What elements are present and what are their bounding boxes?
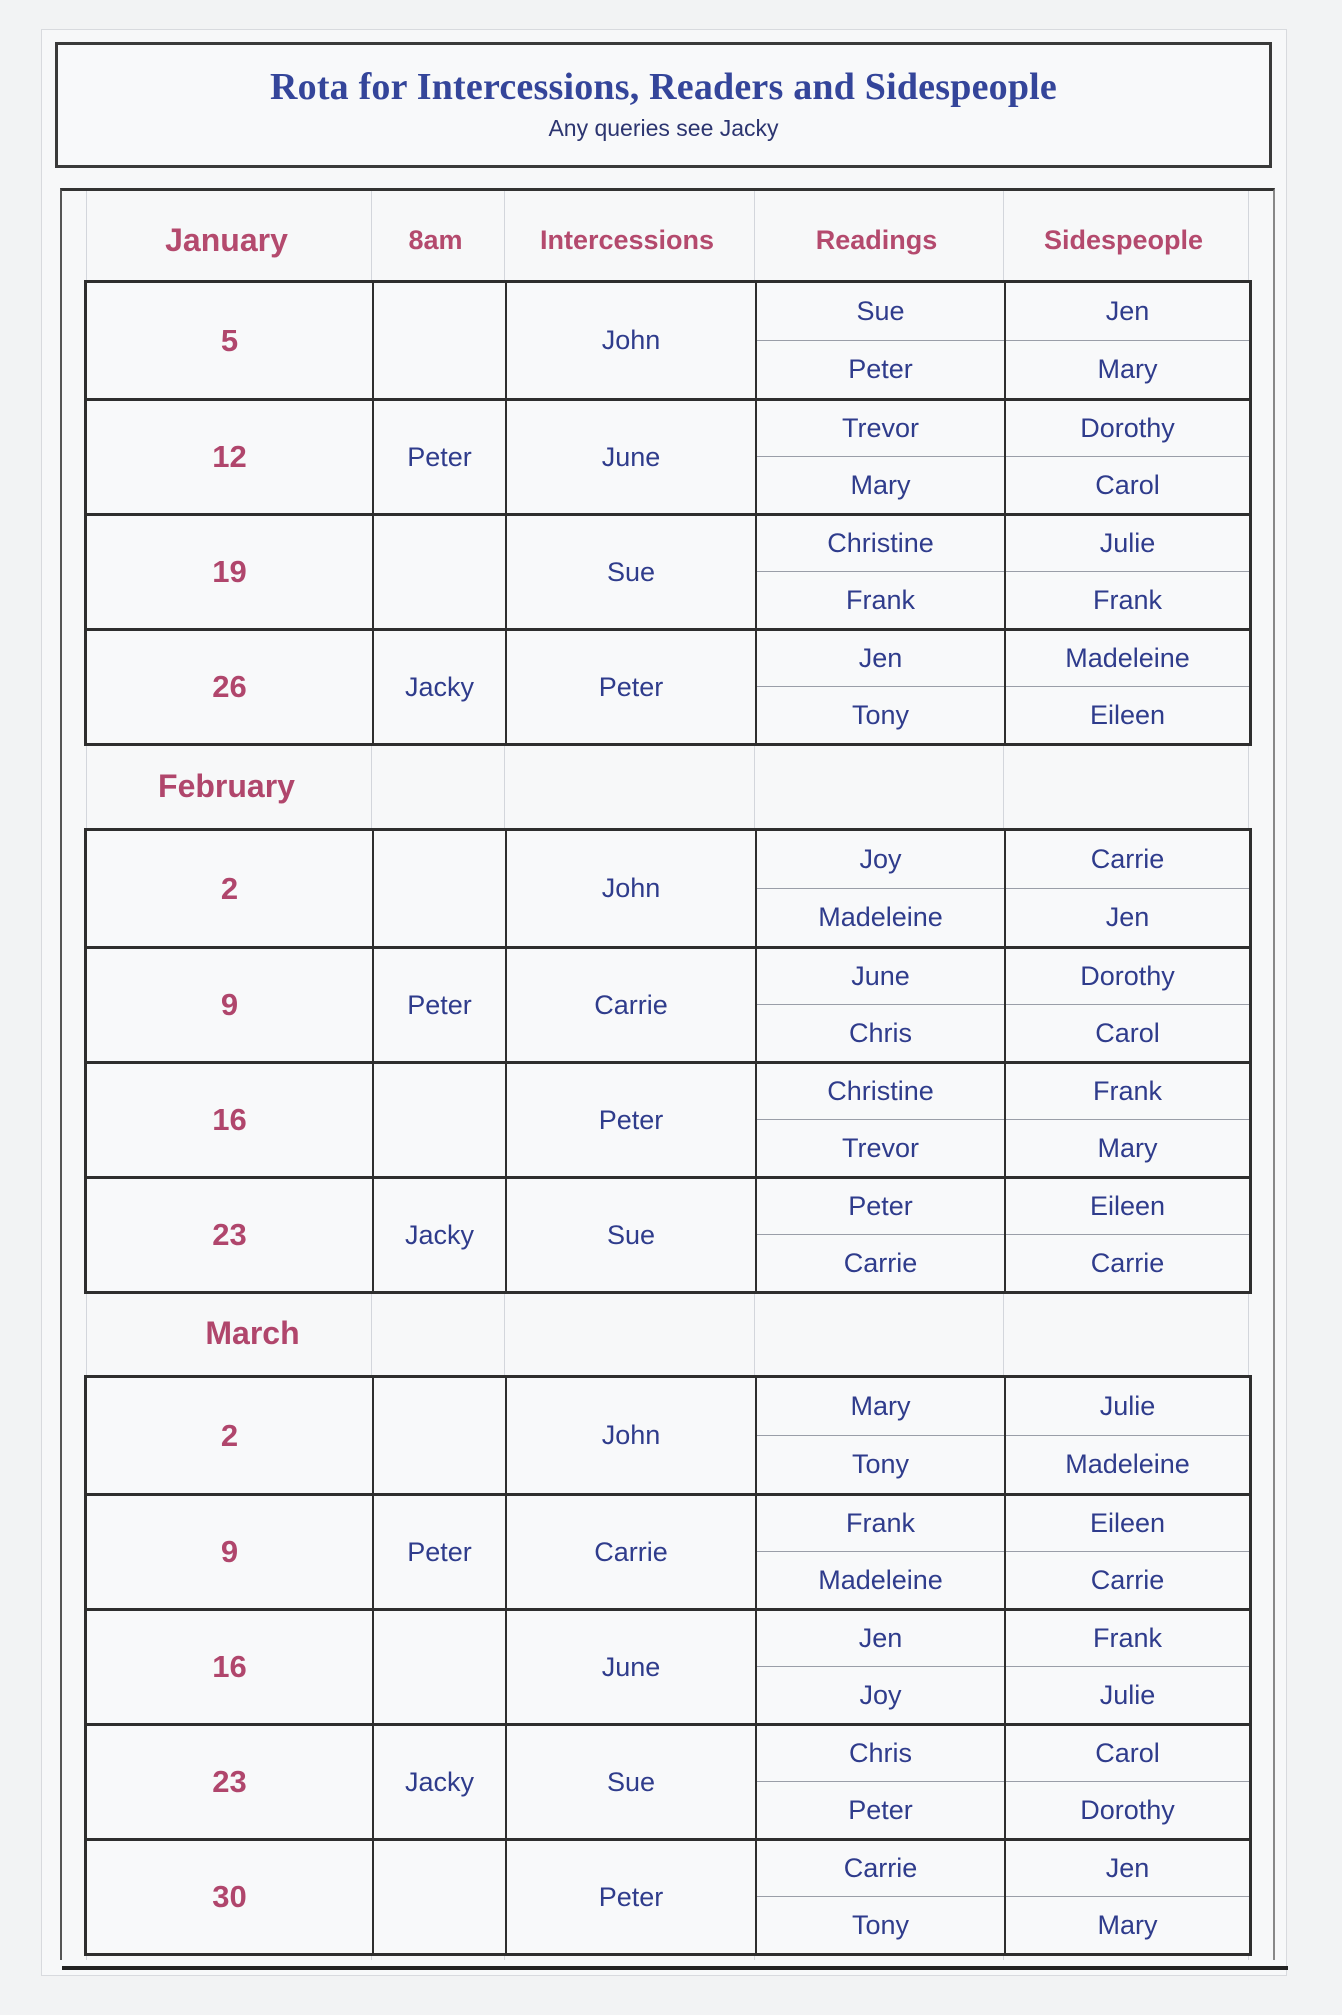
sidespeople-cell bbox=[1004, 283, 1249, 398]
date-cell: 16 bbox=[212, 1649, 247, 1684]
eight-am-cell: Jacky bbox=[372, 631, 505, 743]
readings-cell bbox=[755, 631, 1004, 743]
sidesperson-second: Carrie bbox=[1090, 1564, 1165, 1595]
month-block-february bbox=[84, 828, 1252, 1294]
rota-subtitle: Any queries see Jacky bbox=[548, 115, 779, 141]
eight-am-cell: Peter bbox=[372, 949, 505, 1061]
table-row bbox=[87, 831, 1249, 946]
sidesperson-first: Jen bbox=[1006, 283, 1249, 341]
sidesperson-second: Jen bbox=[1105, 901, 1150, 932]
reader-first: Carrie bbox=[757, 1841, 1004, 1897]
date-cell: 16 bbox=[212, 1102, 247, 1137]
sidespeople-cell bbox=[1004, 1064, 1249, 1176]
intercessions-cell: Peter bbox=[505, 631, 755, 743]
intercessions-cell: Sue bbox=[505, 1726, 755, 1838]
date-cell: 2 bbox=[220, 870, 239, 906]
intercessions-cell: Carrie bbox=[505, 1496, 755, 1608]
sidespeople-cell bbox=[1004, 1726, 1249, 1838]
date-cell: 9 bbox=[220, 987, 239, 1022]
intercessions-cell: John bbox=[505, 1378, 755, 1493]
intercessions-cell: June bbox=[505, 401, 755, 513]
sidesperson-first: Dorothy bbox=[1006, 401, 1249, 457]
reader-first: Mary bbox=[757, 1378, 1004, 1436]
eight-am-cell: Jacky bbox=[372, 1726, 505, 1838]
reader-first: Sue bbox=[757, 283, 1004, 341]
date-cell: 23 bbox=[212, 1217, 247, 1252]
date-cell: 9 bbox=[220, 1534, 239, 1569]
intercessions-cell: Sue bbox=[505, 1179, 755, 1291]
reader-first: Joy bbox=[757, 831, 1004, 889]
sidesperson-second: Dorothy bbox=[1080, 1794, 1175, 1825]
date-cell: 23 bbox=[212, 1764, 247, 1799]
reader-second: Joy bbox=[859, 1679, 902, 1710]
sidesperson-second: Mary bbox=[1097, 353, 1158, 384]
readings-cell bbox=[755, 1841, 1004, 1953]
readings-cell bbox=[755, 1496, 1004, 1608]
sidesperson-second: Julie bbox=[1099, 1679, 1156, 1710]
intercessions-cell: John bbox=[505, 283, 755, 398]
date-cell: 30 bbox=[212, 1879, 247, 1914]
reader-second: Madeleine bbox=[818, 1564, 943, 1595]
readings-cell bbox=[755, 516, 1004, 628]
table-row bbox=[87, 398, 1249, 513]
table-row bbox=[87, 946, 1249, 1061]
table-row bbox=[87, 283, 1249, 398]
sidespeople-cell bbox=[1004, 1611, 1249, 1723]
month-block-march bbox=[84, 1375, 1252, 1956]
intercessions-cell: June bbox=[505, 1611, 755, 1723]
date-cell: 26 bbox=[212, 669, 247, 704]
reader-first: Chris bbox=[757, 1726, 1004, 1782]
sidespeople-cell bbox=[1004, 1496, 1249, 1608]
intercessions-cell: Carrie bbox=[505, 949, 755, 1061]
intercessions-cell: John bbox=[505, 831, 755, 946]
sidesperson-first: Eileen bbox=[1006, 1179, 1249, 1235]
intercessions-cell: Peter bbox=[505, 1841, 755, 1953]
month-block-january bbox=[84, 280, 1252, 746]
reader-first: Peter bbox=[757, 1179, 1004, 1235]
column-header-sidespeople: Sidespeople bbox=[1043, 225, 1204, 255]
reader-first: Frank bbox=[757, 1496, 1004, 1552]
month-label-march: March bbox=[205, 1315, 300, 1351]
rota-title: Rota for Intercessions, Readers and Sidespeople bbox=[269, 66, 1057, 108]
reader-first: June bbox=[757, 949, 1004, 1005]
reader-second: Tony bbox=[851, 1448, 910, 1479]
sidesperson-second: Madeleine bbox=[1065, 1448, 1190, 1479]
sidesperson-first: Eileen bbox=[1006, 1496, 1249, 1552]
table-row bbox=[87, 628, 1249, 743]
date-cell: 2 bbox=[220, 1417, 239, 1453]
reader-second: Trevor bbox=[841, 1132, 919, 1163]
readings-cell bbox=[755, 283, 1004, 398]
eight-am-cell bbox=[372, 1064, 505, 1176]
sidesperson-second: Mary bbox=[1097, 1132, 1158, 1163]
sidesperson-second: Carol bbox=[1095, 1017, 1160, 1048]
eight-am-cell: Jacky bbox=[372, 1179, 505, 1291]
reader-second: Carrie bbox=[843, 1247, 918, 1278]
date-cell: 19 bbox=[212, 554, 247, 589]
sidesperson-first: Frank bbox=[1006, 1064, 1249, 1120]
sidesperson-first: Madeleine bbox=[1006, 631, 1249, 687]
reader-second: Tony bbox=[851, 1909, 910, 1940]
month-header-january: January bbox=[165, 222, 288, 258]
date-cell: 5 bbox=[220, 322, 239, 358]
sidespeople-cell bbox=[1004, 516, 1249, 628]
readings-cell bbox=[755, 831, 1004, 946]
sidesperson-first: Carol bbox=[1006, 1726, 1249, 1782]
table-row bbox=[87, 1176, 1249, 1291]
sidespeople-cell bbox=[1004, 1378, 1249, 1493]
table-row bbox=[87, 1838, 1249, 1953]
table-row bbox=[87, 1723, 1249, 1838]
table-row bbox=[87, 1061, 1249, 1176]
reader-first: Jen bbox=[757, 1611, 1004, 1667]
column-header-readings: Readings bbox=[815, 225, 938, 255]
eight-am-cell: Peter bbox=[372, 401, 505, 513]
eight-am-cell bbox=[372, 516, 505, 628]
reader-second: Mary bbox=[850, 469, 911, 500]
eight-am-cell bbox=[372, 831, 505, 946]
eight-am-cell bbox=[372, 283, 505, 398]
column-header-8am: 8am bbox=[408, 225, 463, 255]
reader-first: Jen bbox=[757, 631, 1004, 687]
sidesperson-first: Frank bbox=[1006, 1611, 1249, 1667]
readings-cell bbox=[755, 1726, 1004, 1838]
readings-cell bbox=[755, 1179, 1004, 1291]
intercessions-cell: Peter bbox=[505, 1064, 755, 1176]
sidespeople-cell bbox=[1004, 831, 1249, 946]
reader-second: Chris bbox=[848, 1017, 912, 1048]
reader-first: Christine bbox=[757, 1064, 1004, 1120]
reader-second: Tony bbox=[851, 699, 910, 730]
eight-am-cell bbox=[372, 1841, 505, 1953]
readings-cell bbox=[755, 401, 1004, 513]
reader-second: Frank bbox=[845, 584, 916, 615]
column-header-intercessions: Intercessions bbox=[539, 225, 715, 255]
sidesperson-second: Carrie bbox=[1090, 1247, 1165, 1278]
table-row bbox=[87, 1608, 1249, 1723]
readings-cell bbox=[755, 949, 1004, 1061]
sidesperson-first: Carrie bbox=[1006, 831, 1249, 889]
rota-header bbox=[55, 42, 1272, 168]
readings-cell bbox=[755, 1064, 1004, 1176]
bottom-rule bbox=[62, 1966, 1288, 1970]
sidespeople-cell bbox=[1004, 1179, 1249, 1291]
reader-first: Christine bbox=[757, 516, 1004, 572]
month-label-february: February bbox=[158, 768, 295, 804]
reader-second: Peter bbox=[848, 1794, 913, 1825]
sidespeople-cell bbox=[1004, 401, 1249, 513]
table-row bbox=[87, 1493, 1249, 1608]
readings-cell bbox=[755, 1378, 1004, 1493]
eight-am-cell bbox=[372, 1378, 505, 1493]
eight-am-cell bbox=[372, 1611, 505, 1723]
table-row bbox=[87, 513, 1249, 628]
sidesperson-second: Eileen bbox=[1089, 699, 1166, 730]
sidesperson-second: Frank bbox=[1092, 584, 1163, 615]
sidesperson-first: Jen bbox=[1006, 1841, 1249, 1897]
sidesperson-second: Carol bbox=[1095, 469, 1160, 500]
sidesperson-first: Dorothy bbox=[1006, 949, 1249, 1005]
reader-second: Madeleine bbox=[818, 901, 943, 932]
table-row bbox=[87, 1378, 1249, 1493]
sidespeople-cell bbox=[1004, 631, 1249, 743]
intercessions-cell: Sue bbox=[505, 516, 755, 628]
reader-second: Peter bbox=[848, 353, 913, 384]
sidesperson-first: Julie bbox=[1006, 516, 1249, 572]
reader-first: Trevor bbox=[757, 401, 1004, 457]
sidespeople-cell bbox=[1004, 1841, 1249, 1953]
eight-am-cell: Peter bbox=[372, 1496, 505, 1608]
sidespeople-cell bbox=[1004, 949, 1249, 1061]
readings-cell bbox=[755, 1611, 1004, 1723]
sidesperson-first: Julie bbox=[1006, 1378, 1249, 1436]
sidesperson-second: Mary bbox=[1097, 1909, 1158, 1940]
date-cell: 12 bbox=[212, 439, 247, 474]
